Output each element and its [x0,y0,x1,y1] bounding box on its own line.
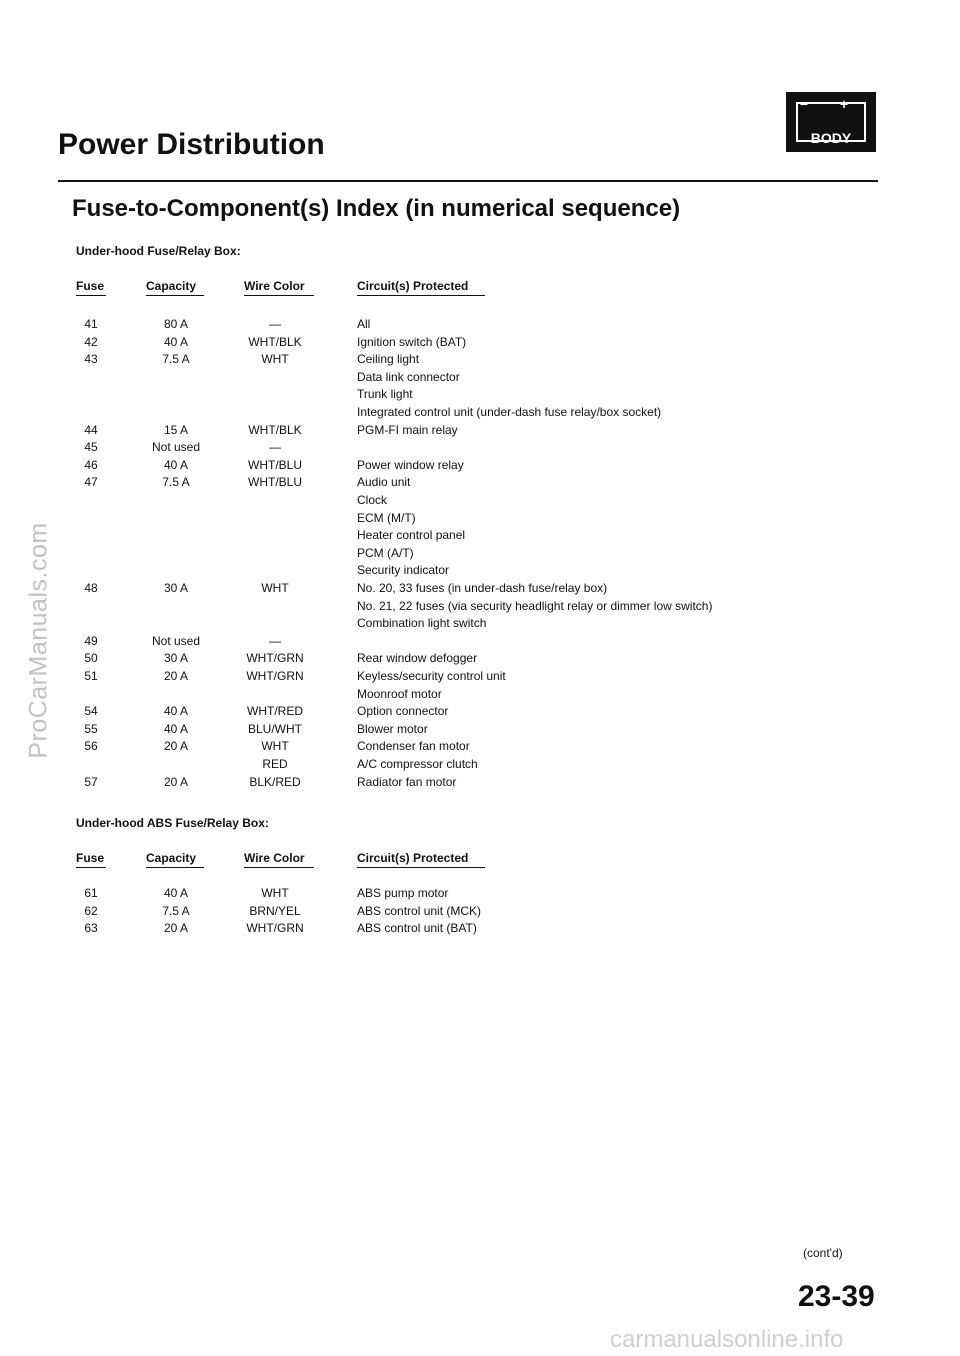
fuse-number: 55 [84,721,98,736]
circuits-protected [357,756,917,774]
col-header-wire-color: Wire Color [244,279,305,293]
index-subtitle: Fuse-to-Component(s) Index (in numerical sequence) [72,195,681,222]
circuit-line: Clock [357,492,388,507]
circuit-line: Combination light switch [357,616,487,631]
fuse-capacity: 40 A [163,457,189,472]
col-header-underline [357,867,485,868]
fuse-capacity: 30 A [163,651,189,666]
fuse-capacity: 40 A [163,704,189,719]
col-header-underline [76,867,106,868]
circuit-line: Radiator fan motor [357,774,457,789]
circuits-protected [357,774,917,792]
fuse-capacity: 40 A [163,334,189,349]
wire-color: WHT [261,739,289,754]
fuse-capacity: 20 A [163,739,189,754]
circuit-line: Rear window defogger [357,651,478,666]
circuits-protected [357,885,917,903]
col-header-wire-color: Wire Color [244,851,305,865]
circuit-line: Power window relay [357,457,464,472]
circuit-line: ABS pump motor [357,886,449,900]
wire-color: WHT/GRN [246,651,304,666]
page-number: 23-39 [798,1280,875,1313]
col-header-circuits: Circuit(s) Protected [357,279,469,293]
fuse-number: 42 [84,334,98,349]
circuits-protected [357,351,917,421]
col-header-underline [146,295,204,296]
circuits-protected [357,316,917,334]
circuits-protected [357,474,917,580]
col-header-capacity: Capacity [146,851,197,865]
wire-color: — [269,633,281,648]
fuse-number: 63 [84,921,98,936]
fuse-number: 48 [84,581,98,595]
wire-color: WHT [261,886,289,900]
wire-color: — [269,317,281,331]
fuse-number: 47 [84,475,98,490]
circuit-line: Condenser fan motor [357,739,470,754]
wire-color: RED [262,757,288,771]
circuits-protected [357,721,917,739]
fuse-capacity: Not used [151,633,201,648]
circuit-line: ABS control unit (BAT) [357,921,477,936]
circuit-line: Trunk light [357,387,413,402]
circuit-line: PCM (A/T) [357,545,414,560]
fuse-number: 46 [84,457,98,472]
header-divider [58,180,878,182]
fuse-capacity: 40 A [163,721,189,736]
wire-color: WHT/GRN [246,669,304,683]
fuse-capacity: 7.5 A [162,475,190,490]
wire-color: — [269,440,281,455]
circuits-protected [357,580,917,633]
circuit-line: Option connector [357,704,449,719]
circuit-line: Moonroof motor [357,686,442,701]
wire-color: WHT/RED [247,704,303,719]
fuse-capacity: 7.5 A [162,903,190,918]
col-header-underline [244,295,314,296]
page-title: Power Distribution [58,128,325,161]
fuse-capacity: 15 A [163,422,189,437]
fuse-number: 54 [84,704,98,719]
circuit-line: No. 20, 33 fuses (in under-dash fuse/relay box) [357,581,608,595]
circuit-line: Ignition switch (BAT) [357,334,467,349]
circuits-protected [357,334,917,352]
underhood-section-title: Under-hood Fuse/Relay Box: [76,244,241,258]
fuse-capacity: Not used [151,440,201,455]
circuits-protected [357,668,917,703]
fuse-capacity: 40 A [163,886,189,900]
col-header-underline [357,295,485,296]
circuit-line: No. 21, 22 fuses (via security headlight relay or dimmer low switch) [357,598,713,613]
wire-color: BLU/WHT [248,721,302,736]
fuse-number: 61 [84,886,98,900]
circuit-line: ECM (M/T) [357,510,416,525]
wire-color: WHT/BLU [248,475,302,490]
fuse-number: 45 [84,440,98,455]
circuits-protected [357,650,917,668]
fuse-capacity: 20 A [163,921,189,936]
circuit-line: Heater control panel [357,528,466,543]
circuit-line: Blower motor [357,721,428,736]
circuits-protected [357,703,917,721]
fuse-capacity: 20 A [163,774,189,789]
fuse-number: 44 [84,422,98,437]
circuit-line: Keyless/security control unit [357,669,506,683]
wire-color: WHT [261,581,289,595]
fuse-capacity: 30 A [163,581,189,595]
wire-color: WHT/BLK [248,422,302,437]
fuse-number: 41 [84,317,98,331]
badge-signs: − + [799,96,863,112]
wire-color: WHT/GRN [246,921,304,936]
side-watermark-text: ProCarManuals.com [24,521,53,759]
circuits-protected [357,903,917,921]
fuse-number: 56 [84,739,98,754]
wire-color: WHT/BLU [248,457,302,472]
circuit-line: Audio unit [357,475,411,490]
continued-note: (cont'd) [803,1246,843,1260]
footer-watermark: carmanualsonline.info [610,1326,844,1353]
abs-section-title: Under-hood ABS Fuse/Relay Box: [76,816,269,830]
col-header-fuse: Fuse [76,851,105,865]
fuse-number: 43 [84,352,98,367]
wire-color: BRN/YEL [249,903,301,918]
circuits-protected [357,422,917,440]
circuit-line: Ceiling light [357,352,420,367]
col-header-capacity: Capacity [146,279,197,293]
fuse-number: 50 [84,651,98,666]
fuse-number: 57 [84,774,98,789]
body-section-badge [786,92,876,152]
circuit-line: PGM-FI main relay [357,422,458,437]
circuits-protected [357,920,917,938]
circuit-line: Data link connector [357,369,460,384]
circuit-line: Security indicator [357,563,450,578]
col-header-underline [146,867,204,868]
circuit-line: A/C compressor clutch [357,757,478,771]
col-header-underline [76,295,106,296]
col-header-fuse: Fuse [76,279,105,293]
fuse-capacity: 80 A [163,317,189,331]
circuits-protected [357,457,917,475]
fuse-capacity: 7.5 A [162,352,190,367]
wire-color: WHT/BLK [248,334,302,349]
circuit-line: ABS control unit (MCK) [357,903,482,918]
wire-color: WHT [261,352,289,367]
col-header-circuits: Circuit(s) Protected [357,851,469,865]
badge-label: BODY [810,130,852,146]
col-header-underline [244,867,314,868]
fuse-capacity: 20 A [163,669,189,683]
side-watermark [14,520,64,760]
circuit-line: Integrated control unit (under-dash fuse relay/box socket) [357,404,662,419]
wire-color: BLK/RED [249,774,301,789]
circuits-protected [357,738,917,756]
circuit-line: All [357,317,371,331]
fuse-number: 49 [84,633,98,648]
fuse-number: 62 [84,903,98,918]
fuse-number: 51 [84,669,98,683]
